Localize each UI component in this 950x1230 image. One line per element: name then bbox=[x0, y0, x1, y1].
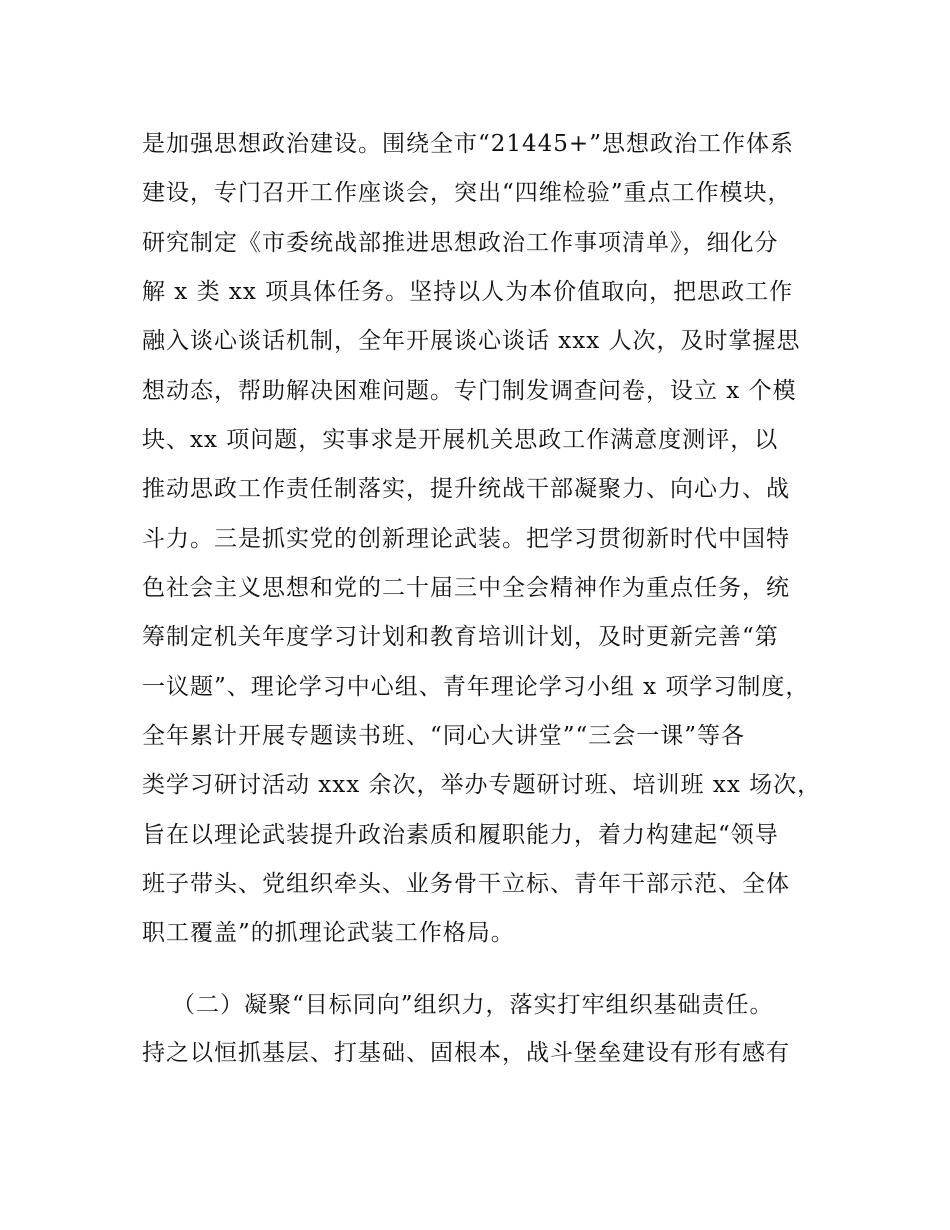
body-line-2: 建设，专门召开工作座谈会，突出“四维检验”重点工作模块， bbox=[142, 180, 792, 206]
body-line-10: 色社会主义思想和党的二十届三中全会精神作为重点任务，统 bbox=[142, 575, 790, 601]
body-line-9: 斗力。三是抓实党的创新理论武装。把学习贯彻新时代中国特 bbox=[142, 526, 790, 552]
body-line-5: 融入谈心谈话机制，全年开展谈心谈话 xxx 人次，及时掌握思 bbox=[142, 328, 801, 354]
body-line-3: 研究制定《市委统战部推进思想政治工作事项清单》，细化分 bbox=[142, 230, 779, 256]
body-line-17: 职工覆盖”的抓理论武装工作格局。 bbox=[142, 920, 515, 946]
body-line-19: 持之以恒抓基层、打基础、固根本，战斗堡垒建设有形有感有 bbox=[142, 1040, 790, 1066]
section-heading-line: （二）凝聚“目标同向”组织力，落实打牢组织基础责任。 bbox=[172, 992, 774, 1018]
body-line-1: 是加强思想政治建设。围绕全市“21445+”思想政治工作体系 bbox=[142, 131, 794, 157]
body-line-13: 全年累计开展专题读书班、“同心大讲堂”“三会一课”等各 bbox=[142, 723, 746, 749]
body-line-15: 旨在以理论武装提升政治素质和履职能力，着力构建起“领导 bbox=[142, 822, 779, 848]
body-line-16: 班子带头、党组织牵头、业务骨干立标、青年干部示范、全体 bbox=[142, 871, 790, 897]
body-line-6: 想动态，帮助解决困难问题。专门制发调查问卷，设立 x 个模 bbox=[142, 378, 797, 404]
body-line-14: 类学习研讨活动 xxx 余次，举办专题研讨班、培训班 xx 场次， bbox=[142, 772, 822, 798]
body-line-7: 块、xx 项问题，实事求是开展机关思政工作满意度测评，以 bbox=[142, 427, 779, 453]
body-line-4: 解 x 类 xx 项具体任务。坚持以人为本价值取向，把思政工作 bbox=[142, 279, 794, 305]
body-line-11: 筹制定机关年度学习计划和教育培训计划，及时更新完善“第 bbox=[142, 624, 779, 650]
body-line-12: 一议题”、理论学习中心组、青年理论学习小组 x 项学习制度， bbox=[142, 674, 810, 700]
body-line-8: 推动思政工作责任制落实，提升统战干部凝聚力、向心力、战 bbox=[142, 476, 790, 502]
